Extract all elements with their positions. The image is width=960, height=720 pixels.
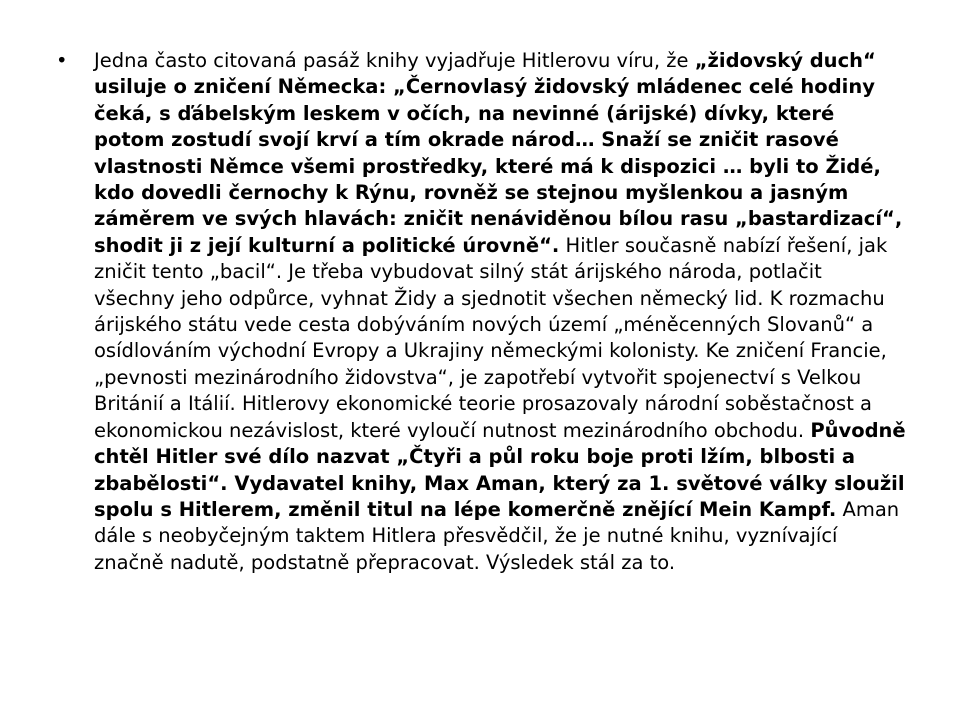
text-segment-title-bold: Původně chtěl Hitler své dílo nazvat „Čtyři a půl roku boje proti lžím, blbosti a zbabělosti“. Vydavatel knihy, Max Aman, který za 1. světové války sloužil spolu s Hitlerem, změnil titul na lépe komerčně znějící Mein Kampf. <box>94 418 906 521</box>
text-segment-conclusion: Aman dále s neobyčejným taktem Hitlera přesvědčil, že je nutné knihu, vyznívající značně nadutě, podstatně přepracovat. Výsledek stál za to. <box>94 497 900 574</box>
text-segment-intro: Jedna často citovaná pasáž knihy vyjadřuje Hitlerovu víru, že <box>94 49 695 72</box>
bullet-item <box>56 48 906 576</box>
text-segment-body: Hitler současně nabízí řešení, jak zničit tento „bacil“. Je třeba vybudovat silný stát árijského národa, potlačit všechny jeho odpůrce, vyhnat Židy a sjednotit všechen německý lid. K rozmachu árijského státu vede cesta dobýváním nových území „méněcenných Slovanů“ a osídlováním východní Evropy a Ukrajiny německými kolonisty. Ke zničení Francie, „pevnosti mezinárodního židovstva“, je zapotřebí vytvořit spojenectví s Velkou Británií a Itálií. Hitlerovy ekonomické teorie prosazovaly národní soběstačnost a ekonomickou nezávislost, které vyloučí nutnost mezinárodního obchodu. <box>94 233 888 442</box>
text-segment-quote-bold: „židovský duch“ usiluje o zničení Německa: „Černovlasý židovský mládenec celé hodiny čeká, s ďábelským leskem v očích, na nevinné (árijské) dívky, které potom zostudí svojí krví a tím okrade národ… Snaží se zničit rasové vlastnosti Němce všemi prostředky, které má k dispozici … byli to Židé, kdo dovedli černochy k Rýnu, rovněž se stejnou myšlenkou a jasným záměrem ve svých hlavách: zničit nenáviděnou bílou rasu „bastardizací“, shodit ji z její kulturní a politické úrovně“. <box>94 49 903 257</box>
bullet-dot-icon: • <box>56 49 68 72</box>
bullet-list <box>56 48 906 576</box>
